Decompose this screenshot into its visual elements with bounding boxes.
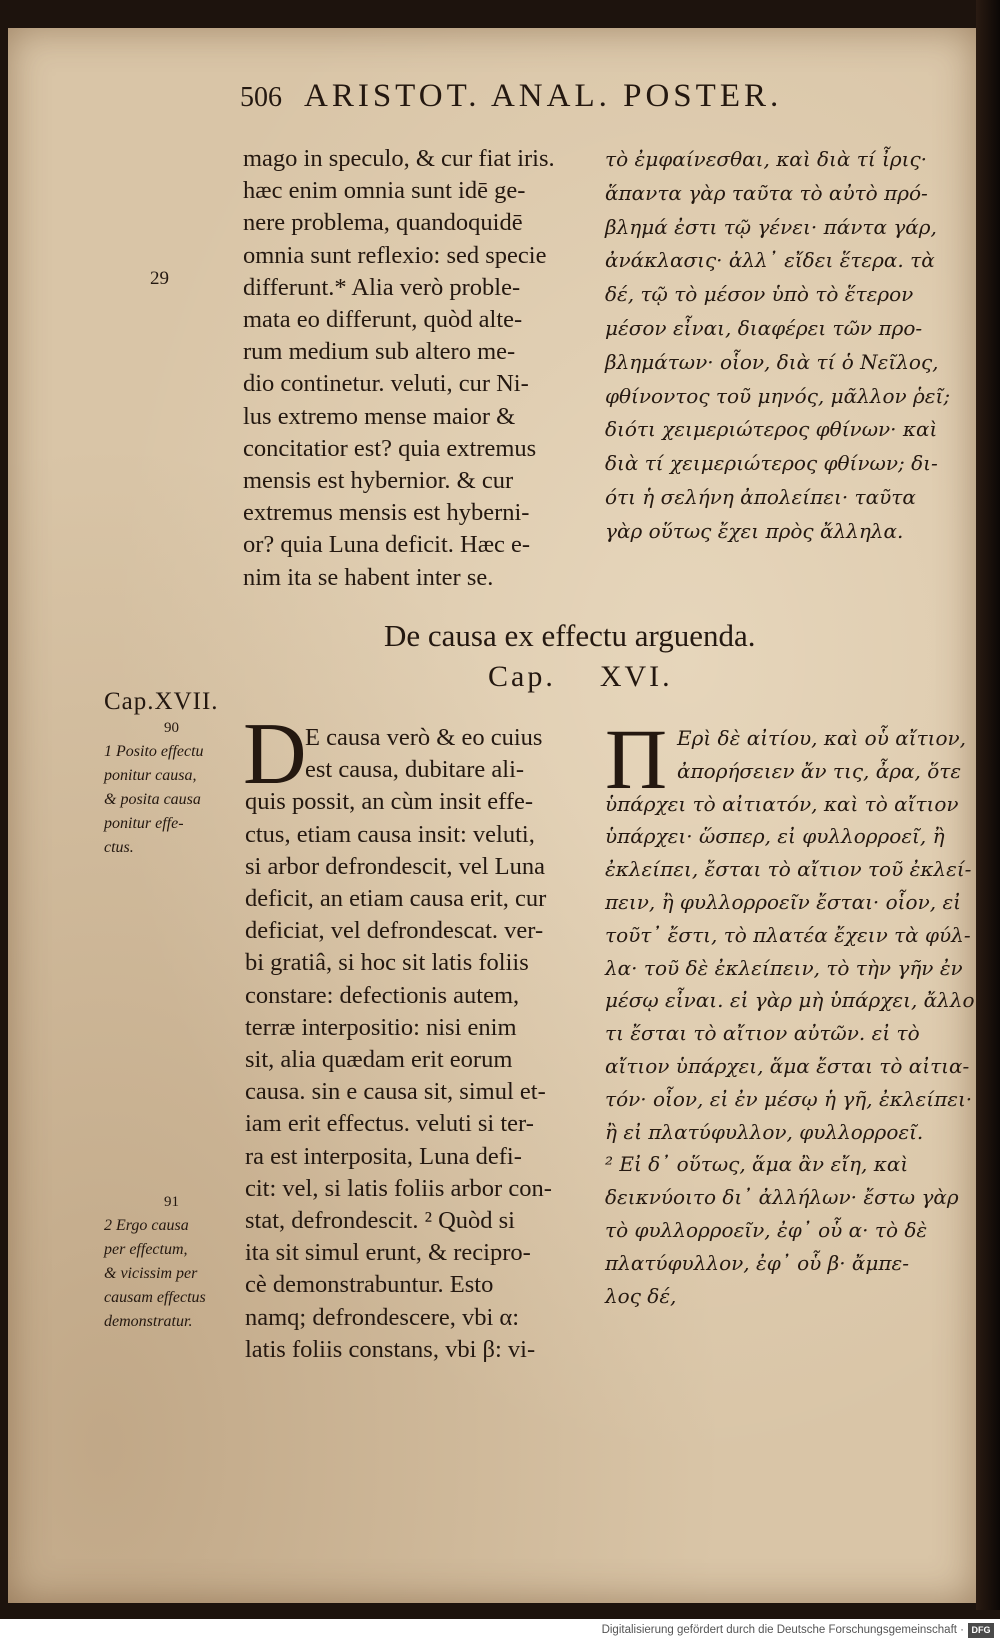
latin-line: deficit, an etiam causa erit, cur xyxy=(245,885,547,913)
greek-line: μέσον εἶναι, διαφέρει τῶν προ- xyxy=(605,315,923,340)
greek-line: τι ἔσται τὸ αἴτιον αὐτῶν. εἰ τὸ xyxy=(605,1021,920,1046)
greek-line: αἴτιον ὑπάρχει, ἅμα ἔσται τὸ αἰτια- xyxy=(605,1053,970,1078)
book-spine xyxy=(976,0,1000,1610)
latin-line: bi gratiâ, si hoc sit latis foliis xyxy=(245,949,529,977)
greek-line: βλημά ἐστι τῷ γένει· πάντα γάρ, xyxy=(605,214,937,239)
latin-line: ita sit simul erunt, & recipro- xyxy=(245,1239,531,1267)
greek-line: φθίνοντος τοῦ μηνός, μᾶλλον ῥεῖ; xyxy=(605,383,951,408)
latin-line: dio continetur. veluti, cur Ni- xyxy=(243,370,529,398)
latin-line: or? quia Luna deficit. Hæc e- xyxy=(243,531,531,559)
margin-note-90 xyxy=(104,716,204,860)
running-title: ARISTOT. ANAL. POSTER. xyxy=(304,78,783,114)
latin-line: mago in speculo, & cur fiat iris. xyxy=(243,145,555,172)
margin-note-number: 91 xyxy=(164,1194,179,1210)
latin-line: constare: defectionis autem, xyxy=(245,981,520,1009)
latin-line: cit: vel, si latis foliis arbor con- xyxy=(245,1174,552,1202)
greek-line: γὰρ οὕτως ἔχει πρὸς ἄλληλα. xyxy=(605,518,904,543)
margin-number-29: 29 xyxy=(150,268,169,289)
margin-note-line: 1 Posito effectu xyxy=(104,743,204,760)
greek-line: πειν, ἢ φυλλορροεῖν ἔσται· οἷον, εἰ xyxy=(605,889,962,914)
greek-line: τοῦτ᾽ ἔστι, τὸ πλατέα ἔχειν τὰ φύλ- xyxy=(605,922,971,947)
latin-line: iam erit effectus. veluti si ter- xyxy=(245,1110,534,1138)
margin-note-line: ctus. xyxy=(104,839,134,856)
dfg-logo-icon: DFG xyxy=(968,1623,994,1638)
margin-chapter-label: Cap.XVII. xyxy=(104,688,219,715)
latin-column-bottom xyxy=(243,706,552,1366)
latin-line: mensis est hybernior. & cur xyxy=(243,467,514,495)
greek-line: διότι χειμεριώτερος φθίνων· καὶ xyxy=(605,417,938,442)
greek-line: Ερὶ δὲ αἰτίου, καὶ οὗ αἴτιον, xyxy=(677,726,967,750)
margin-note-line: demonstratur. xyxy=(104,1313,193,1330)
latin-line: nim ita se habent inter se. xyxy=(243,563,494,591)
greek-line: τὸ φυλλορροεῖν, ἐφ᾽ οὗ α· τὸ δὲ xyxy=(605,1217,928,1242)
greek-line: δεικνύοιτο δι᾽ ἀλλήλων· ἔστω γὰρ xyxy=(605,1185,959,1210)
latin-line: concitatior est? quia extremus xyxy=(243,434,537,462)
greek-line: βλημάτων· οἷον, διὰ τί ὁ Νεῖλος, xyxy=(605,349,939,374)
greek-line: ὑπάρχει· ὥσπερ, εἰ φυλλορροεῖ, ἢ xyxy=(605,824,945,849)
greek-line: ἐκλείπει, ἔσται τὸ αἴτιον τοῦ ἐκλεί- xyxy=(605,857,972,882)
drop-cap-greek: Π xyxy=(605,711,668,807)
greek-line: ² Εἰ δ᾽ οὕτως, ἅμα ἂν εἴη, καὶ xyxy=(605,1152,909,1177)
margin-note-line: & vicissim per xyxy=(104,1265,198,1282)
margin-note-line: ponitur causa, xyxy=(104,767,197,784)
latin-line: mata eo differunt, quòd alte- xyxy=(243,306,523,334)
latin-line: latis foliis constans, vbi β: vi- xyxy=(245,1335,536,1363)
latin-line: E causa verò & eo cuius xyxy=(305,724,543,751)
latin-line: causa. sin e causa sit, simul et- xyxy=(245,1078,546,1106)
latin-line: terræ interpositio: nisi enim xyxy=(245,1013,517,1041)
greek-line: ὑπάρχει τὸ αἰτιατόν, καὶ τὸ αἴτιον xyxy=(605,791,959,816)
latin-line: ra est interposita, Luna defi- xyxy=(245,1142,522,1170)
latin-line: omnia sunt reflexio: sed specie xyxy=(243,241,547,269)
greek-line: ἢ εἰ πλατύφυλλον, φυλλορροεῖ. xyxy=(605,1119,924,1144)
footer-credit-text: Digitalisierung gefördert durch die Deutsche Forschungsgemeinschaft · xyxy=(601,1624,964,1636)
greek-line: λα· τοῦ δὲ ἐκλείπειν, τὸ τὴν γῆν ἐν xyxy=(605,955,963,980)
margin-note-91 xyxy=(104,1190,206,1334)
greek-line: λος δέ, xyxy=(605,1283,677,1308)
greek-column-bottom xyxy=(605,711,975,1312)
greek-line: ότι ἡ σελήνη ἀπολείπει· ταῦτα xyxy=(605,484,916,509)
greek-line: ἀπορήσειεν ἄν τις, ἆρα, ὅτε xyxy=(677,758,962,783)
chapter-label: Cap. xyxy=(488,660,556,693)
greek-line: τὸ ἐμφαίνεσθαι, καὶ διὰ τί ἶρις· xyxy=(605,147,928,171)
latin-line: cè demonstrabuntur. Esto xyxy=(245,1271,494,1299)
latin-line: extremus mensis est hyberni- xyxy=(243,499,530,527)
latin-line: differunt.* Alia verò proble- xyxy=(243,273,521,301)
latin-line: est causa, dubitare ali- xyxy=(305,756,525,784)
greek-column-top xyxy=(605,143,950,549)
latin-line: sit, alia quædam erit eorum xyxy=(245,1046,513,1074)
latin-line: nere problema, quandoquidē xyxy=(243,209,523,237)
page-number: 506 xyxy=(240,82,282,113)
running-header xyxy=(240,78,880,115)
latin-line: rum medium sub altero me- xyxy=(243,338,516,366)
digitization-footer xyxy=(0,1619,1000,1643)
latin-line: deficiat, vel defrondescat. ver- xyxy=(245,917,544,945)
greek-line: διὰ τί χειμεριώτερος φθίνων; δι- xyxy=(605,451,938,476)
latin-line: si arbor defrondescit, vel Luna xyxy=(245,852,546,880)
margin-note-line: 2 Ergo causa xyxy=(104,1217,189,1234)
margin-note-line: per effectum, xyxy=(104,1241,188,1258)
greek-line: δέ, τῷ τὸ μέσον ὑπὸ τὸ ἕτερον xyxy=(605,282,914,307)
margin-note-line: causam effectus xyxy=(104,1289,206,1306)
margin-note-line: ponitur effe- xyxy=(104,815,184,832)
greek-line: ἅπαντα γὰρ ταῦτα τὸ αὐτὸ πρό- xyxy=(605,180,928,205)
latin-line: hæc enim omnia sunt idē ge- xyxy=(243,177,526,205)
latin-line: ctus, etiam causa insit: veluti, xyxy=(245,820,535,848)
greek-line: ἀνάκλασις· ἀλλ᾽ εἴδει ἕτερα. τὰ xyxy=(605,248,935,273)
latin-line: namq; defrondescere, vbi α: xyxy=(245,1303,520,1331)
greek-line: τόν· οἷον, εἰ ἐν μέσῳ ἡ γῆ, ἐκλείπει· xyxy=(605,1086,973,1111)
margin-note-line: & posita causa xyxy=(104,791,201,808)
greek-line: πλατύφυλλον, ἐφ᾽ οὗ β· ἄμπε- xyxy=(605,1250,910,1275)
latin-line: quis possit, an cùm insit effe- xyxy=(245,788,534,816)
chapter-heading xyxy=(488,660,673,694)
section-title: De causa ex effectu arguenda. xyxy=(384,618,756,653)
greek-line: μέσῳ εἶναι. εἰ γὰρ μὴ ὑπάρχει, ἄλλο xyxy=(605,988,975,1013)
latin-line: lus extremo mense maior & xyxy=(243,402,516,430)
margin-note-number: 90 xyxy=(164,720,179,736)
latin-line: stat, defrondescit. ² Quòd si xyxy=(245,1207,515,1235)
chapter-number: XVI. xyxy=(599,660,673,693)
drop-cap-latin: D xyxy=(243,706,307,803)
latin-column-top xyxy=(243,143,555,594)
